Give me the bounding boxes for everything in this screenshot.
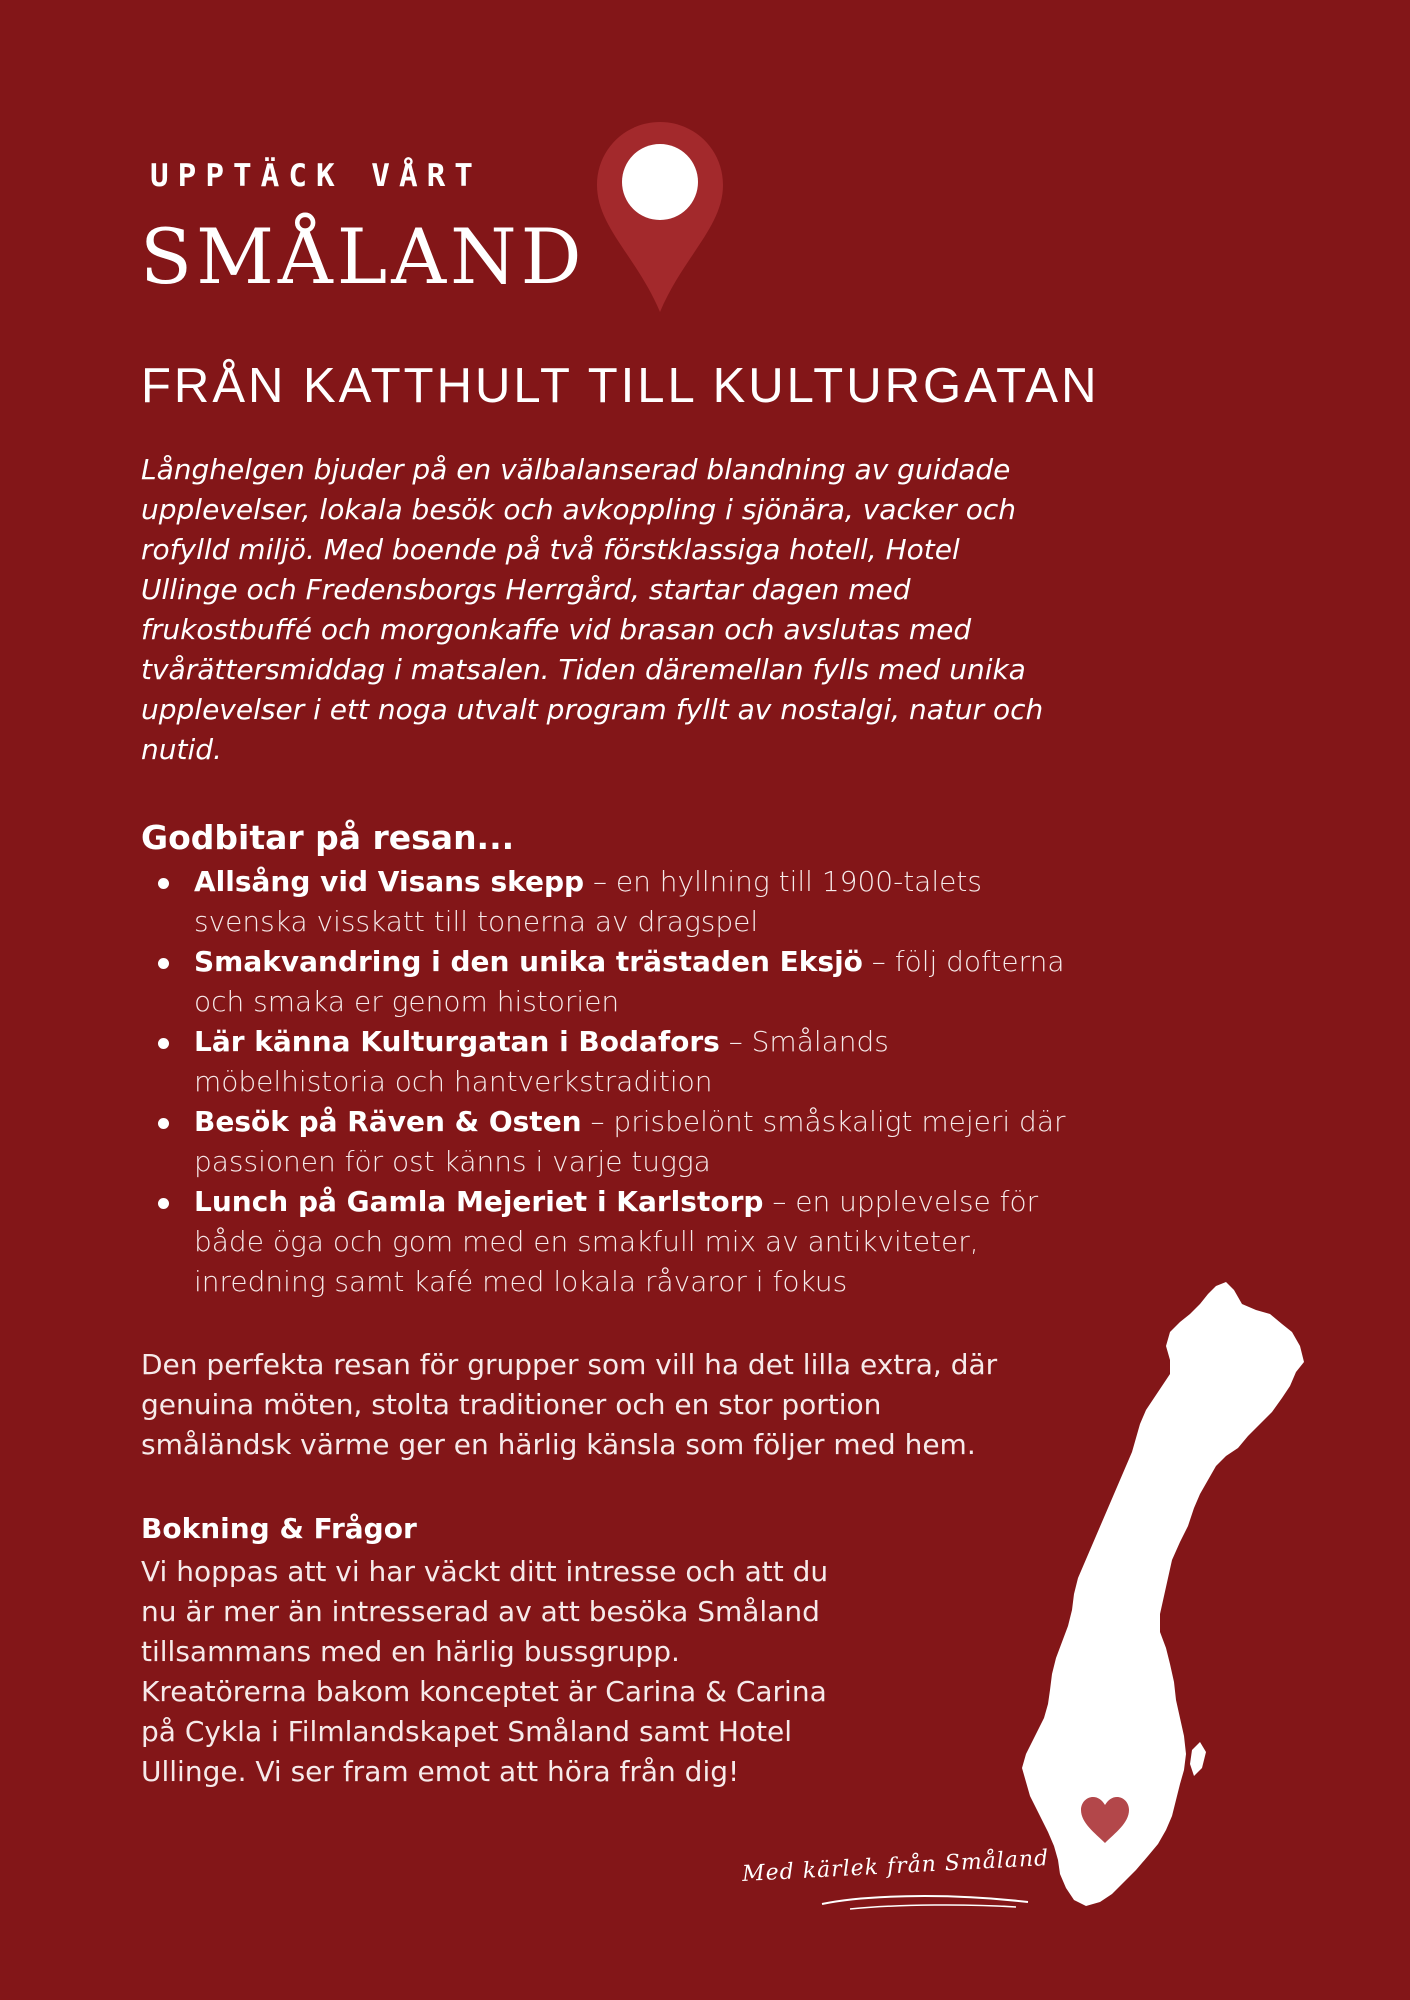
list-item [141,862,1071,942]
sweden-map-icon [1020,1280,1330,1910]
highlight-name: Lär känna Kulturgatan i Bodafors [194,1025,720,1058]
highlight-desc: – prisbelönt småskaligt mejeri där passionen för ost känns i varje tugga [194,1105,1066,1178]
highlight-desc: – en upplevelse för både öga och gom med en smakfull mix av antikviteter, inredning samt kafé med lokala råvaror i fokus [194,1185,1039,1298]
list-item [141,1182,1071,1302]
header-region-title: SMÅLAND [140,212,586,301]
list-item [141,1022,1071,1102]
signature-underline-icon [820,1882,1030,1912]
booking-paragraph: Vi hoppas att vi har väckt ditt intresse och att du nu är mer än intresserad av att besöka Småland tillsammans med en härlig bussgrupp. Kreatörerna bakom konceptet är Carina & Carina på Cykla i Filmlandskapet Småland samt Hotel Ullinge. Vi ser fram emot att höra från dig! [141,1555,829,1788]
highlight-name: Lunch på Gamla Mejeriet i Karlstorp [194,1185,764,1218]
highlight-name: Besök på Räven & Osten [194,1105,582,1138]
highlights-list [141,862,1071,1302]
intro-paragraph: Långhelgen bjuder på en välbalanserad blandning av guidade upplevelser, lokala besök och avkoppling i sjönära, vacker och rofylld miljö. Med boende på två förstklassiga hotell, Hotel Ullinge och Fredensborgs Herrgård, startar dagen med frukostbuffé och morgonkaffe vid brasan och avslutas med tvårättersmiddag i matsalen. Tiden däremellan fylls med unika upplevelser i ett noga utvalt program fyllt av nostalgi, natur och nutid. [141,453,1044,766]
highlight-desc: – följ dofterna och smaka er genom historien [194,945,1065,1018]
highlight-name: Smakvandring i den unika trästaden Eksjö [194,945,863,978]
highlight-desc: – Smålands möbelhistoria och hantverkstradition [194,1025,889,1098]
signature-text: Med kärlek från Småland [741,1845,1050,1888]
header-kicker: UPPTÄCK VÅRT [150,158,482,194]
closing-paragraph: Den perfekta resan för grupper som vill ha det lilla extra, där genuina möten, stolta traditioner och en stor portion småländsk värme ger en härlig känsla som följer med hem. [141,1348,998,1461]
highlight-desc: – en hyllning till 1900-talets svenska visskatt till tonerna av dragspel [194,865,982,938]
page-headline: FRÅN KATTHULT TILL KULTURGATAN [141,359,1100,413]
highlights-title: Godbitar på resan... [141,818,515,857]
list-item [141,1102,1071,1182]
list-item [141,942,1071,1022]
highlight-name: Allsång vid Visans skepp [194,865,585,898]
booking-title: Bokning & Frågor [141,1512,417,1545]
map-pin-icon [597,122,723,312]
